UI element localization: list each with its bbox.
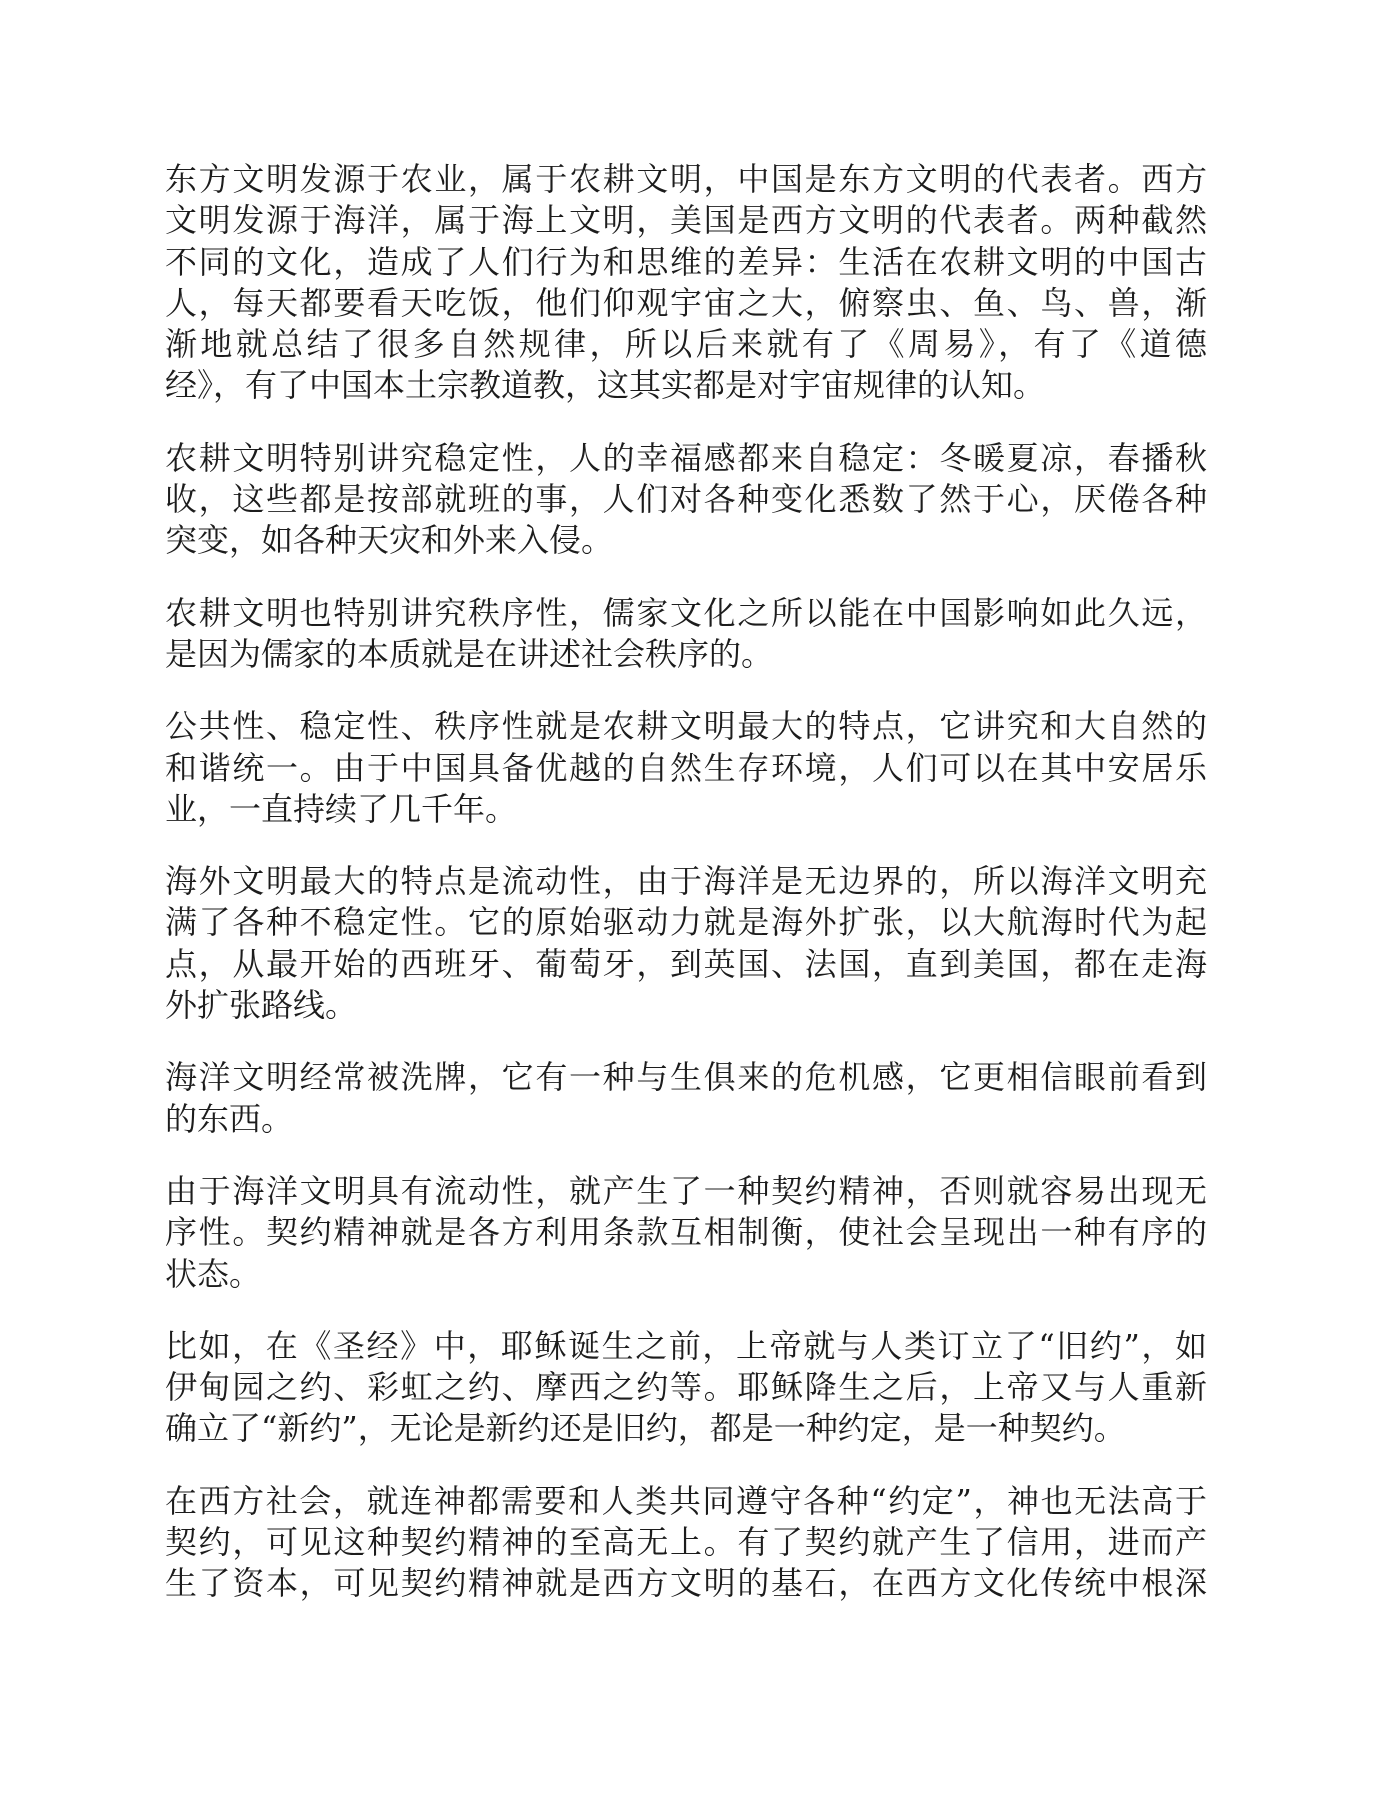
paragraph (165, 1481, 1207, 1605)
paragraph (165, 1057, 1207, 1140)
paragraph (165, 1171, 1207, 1295)
text-line: 契约，可见这种契约精神的至高无上。有了契约就产生了信用，进而产 (165, 1523, 1207, 1562)
text-line: 伊甸园之约、彩虹之约、摩西之约等。耶稣降生之后，上帝又与人重新 (165, 1368, 1207, 1407)
text-line: 不同的文化，造成了人们行为和思维的差异：生活在农耕文明的中国古 (165, 242, 1207, 281)
text-line: 农耕文明特别讲究稳定性，人的幸福感都来自稳定：冬暖夏凉，春播秋 (165, 438, 1207, 477)
text-line: 人，每天都要看天吃饭，他们仰观宇宙之大，俯察虫、鱼、鸟、兽，渐 (165, 283, 1207, 322)
text-line: 东方文明发源于农业，属于农耕文明，中国是东方文明的代表者。西方 (165, 160, 1207, 198)
paragraph (165, 159, 1207, 407)
text-line: 公共性、稳定性、秩序性就是农耕文明最大的特点，它讲究和大自然的 (165, 707, 1207, 746)
paragraph (165, 706, 1207, 830)
text-line: 比如，在《圣经》中，耶稣诞生之前，上帝就与人类订立了“旧约”，如 (165, 1326, 1207, 1365)
text-line: 突变，如各种天灾和外来入侵。 (165, 521, 614, 560)
text-line: 经》，有了中国本土宗教道教，这其实都是对宇宙规律的认知。 (165, 366, 1046, 405)
text-line: 文明发源于海洋，属于海上文明，美国是西方文明的代表者。两种截然 (165, 201, 1207, 240)
text-line: 的东西。 (165, 1099, 294, 1138)
text-line: 由于海洋文明具有流动性，就产生了一种契约精神，否则就容易出现无 (165, 1171, 1207, 1210)
text-line: 收，这些都是按部就班的事，人们对各种变化悉数了然于心，厌倦各种 (165, 480, 1207, 519)
text-line: 渐地就总结了很多自然规律，所以后来就有了《周易》，有了《道德 (165, 325, 1207, 364)
text-line: 在西方社会，就连神都需要和人类共同遵守各种“约定”，神也无法高于 (165, 1481, 1207, 1520)
text-line: 农耕文明也特别讲究秩序性，儒家文化之所以能在中国影响如此久远， (165, 593, 1207, 632)
text-line: 状态。 (165, 1254, 262, 1293)
text-line: 海洋文明经常被洗牌，它有一种与生俱来的危机感，它更相信眼前看到 (165, 1058, 1207, 1097)
text-line: 生了资本，可见契约精神就是西方文明的基石，在西方文化传统中根深 (165, 1564, 1207, 1603)
text-line: 外扩张路线。 (165, 986, 358, 1025)
text-line: 序性。契约精神就是各方利用条款互相制衡，使社会呈现出一种有序的 (165, 1213, 1207, 1252)
text-line: 和谐统一。由于中国具备优越的自然生存环境，人们可以在其中安居乐 (165, 748, 1207, 787)
paragraph (165, 1326, 1207, 1450)
text-line: 海外文明最大的特点是流动性，由于海洋是无边界的，所以海洋文明充 (165, 862, 1207, 901)
paragraph (165, 438, 1207, 562)
paragraph (165, 861, 1207, 1026)
paragraph (165, 593, 1207, 676)
text-line: 点，从最开始的西班牙、葡萄牙，到英国、法国，直到美国，都在走海 (165, 944, 1207, 983)
document-body (165, 159, 1207, 1636)
text-line: 满了各种不稳定性。它的原始驱动力就是海外扩张，以大航海时代为起 (165, 903, 1207, 942)
text-line: 是因为儒家的本质就是在讲述社会秩序的。 (165, 634, 774, 673)
text-line: 业，一直持续了几千年。 (165, 789, 518, 828)
text-line: 确立了“新约”，无论是新约还是旧约，都是一种约定，是一种契约。 (165, 1409, 1126, 1448)
